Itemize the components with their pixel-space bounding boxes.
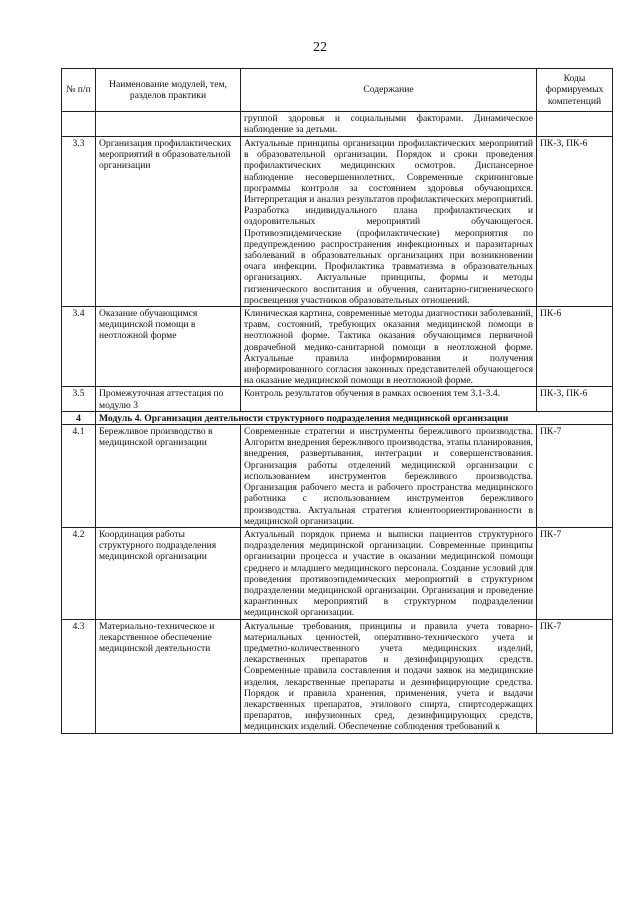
row-content: Актуальные требования, принципы и правила учета товарно-материальных ценностей, оперативно-технического учета и предметно-количественного учета медицинских изделий, лекарственных препаратов и дезинфицирующих средств. Современные правила составления и подачи заявок на медицинские изделия, лекарственные препараты и дезинфицирующие средства. Порядок и правила хранения, применения, учета и выдачи лекарственных препаратов, этилового спирта, спиртсодержащих препаратов, инфузионных сред, дезинфицирующих средств, медицинских изделий. Обеспечение соблюдения требований к <box>241 619 537 733</box>
header-codes: Коды формируемых компетенций <box>537 69 613 112</box>
row-name: Материально-техническое и лекарственное обеспечение медицинской деятельности <box>96 619 241 733</box>
table-row <box>62 619 613 733</box>
row-content: Клиническая картина, современные методы диагностики заболеваний, травм, состояний, требующих оказания медицинской помощи в неотложной форме. Тактика оказания обучающимся первичной доврачебной медико-санитарной помощи в неотложной форме. Актуальные правила информирования и получения информированного согласия законных представителей обучающегося на оказание медицинской помощи в неотложной форме. <box>241 307 537 387</box>
page-number: 22 <box>313 40 327 55</box>
row-name: Оказание обучающимся медицинской помощи в неотложной форме <box>96 307 241 387</box>
row-num: 4.3 <box>62 619 96 733</box>
header-content: Содержание <box>241 69 537 112</box>
row-codes: ПК-7 <box>537 425 613 528</box>
row-num: 4.1 <box>62 425 96 528</box>
row-num: 4.2 <box>62 527 96 619</box>
table-row <box>62 137 613 307</box>
row-name: Промежуточная аттестация по модулю 3 <box>96 387 241 411</box>
row-num: 3.4 <box>62 307 96 387</box>
row-codes: ПК-3, ПК-6 <box>537 387 613 411</box>
row-name: Организация профилактических мероприятий в образовательной организации <box>96 137 241 307</box>
table-row <box>62 387 613 411</box>
row-codes: ПК-3, ПК-6 <box>537 137 613 307</box>
row-codes: ПК-6 <box>537 307 613 387</box>
row-name <box>96 112 241 137</box>
row-codes: ПК-7 <box>537 527 613 619</box>
row-name: Бережливое производство в медицинской организации <box>96 425 241 528</box>
table-row <box>62 425 613 528</box>
table-row <box>62 112 613 137</box>
row-content: Актуальный порядок приема и выписки пациентов структурного подразделения медицинской организации. Современные принципы организации процесса и участие в оказании медицинской помощи среднего и младшего медицинского персонала. Создание условий для проведения противоэпидемических мероприятий в структурном подразделении медицинской организации. Организация и проведение карантинных мероприятий в структурном подразделении медицинской организации. <box>241 527 537 619</box>
table-header-row <box>62 69 613 112</box>
row-content: Актуальные принципы организации профилактических мероприятий в образовательной организации. Порядок и сроки проведения профилактических медицинских осмотров. Диспансерное наблюдение несовершеннолетних. Современные скрининговые программы контроля за состоянием здоровья обучающихся. Интерпретация и анализ результатов профилактических мероприятий. Разработка индивидуального плана профилактических и оздоровительных мероприятий обучающегося. Противоэпидемические (профилактические) мероприятия по предупреждению распространения инфекционных и паразитарных заболеваний в образовательных организациях при возникновении очага инфекции. Профилактика травматизма в образовательных организациях. Актуальные принципы, формы и методы гигиенического воспитания и обучения, санитарно-гигиенического просвещения участников образовательных отношений. <box>241 137 537 307</box>
row-num: 3.5 <box>62 387 96 411</box>
row-name: Координация работы структурного подразделения медицинской организации <box>96 527 241 619</box>
row-content: Современные стратегии и инструменты бережливого производства. Алгоритм внедрения бережливого производства, этапы планирования, внедрения, развертывания, интеграции и совершенствования. Организация работы отделений медицинской организации с использованием инструментов бережливого производства. Организация рабочего места и рабочего пространства медицинского работника с использованием инструментов бережливого производства. Актуальная стратегия клиентоориентированности в медицинской организации. <box>241 425 537 528</box>
row-num: 3.3 <box>62 137 96 307</box>
table-row <box>62 527 613 619</box>
row-content: группой здоровья и социальными факторами. Динамическое наблюдение за детьми. <box>241 112 537 137</box>
header-num: № п/п <box>62 69 96 112</box>
curriculum-table <box>61 68 613 734</box>
module-header-row <box>62 411 613 424</box>
header-name: Наименование модулей, тем, разделов практики <box>96 69 241 112</box>
table-row <box>62 307 613 387</box>
row-codes: ПК-7 <box>537 619 613 733</box>
module-num: 4 <box>62 411 96 424</box>
module-title: Модуль 4. Организация деятельности структурного подразделения медицинской организации <box>96 411 613 424</box>
row-content: Контроль результатов обучения в рамках освоения тем 3.1-3.4. <box>241 387 537 411</box>
row-codes <box>537 112 613 137</box>
row-num <box>62 112 96 137</box>
